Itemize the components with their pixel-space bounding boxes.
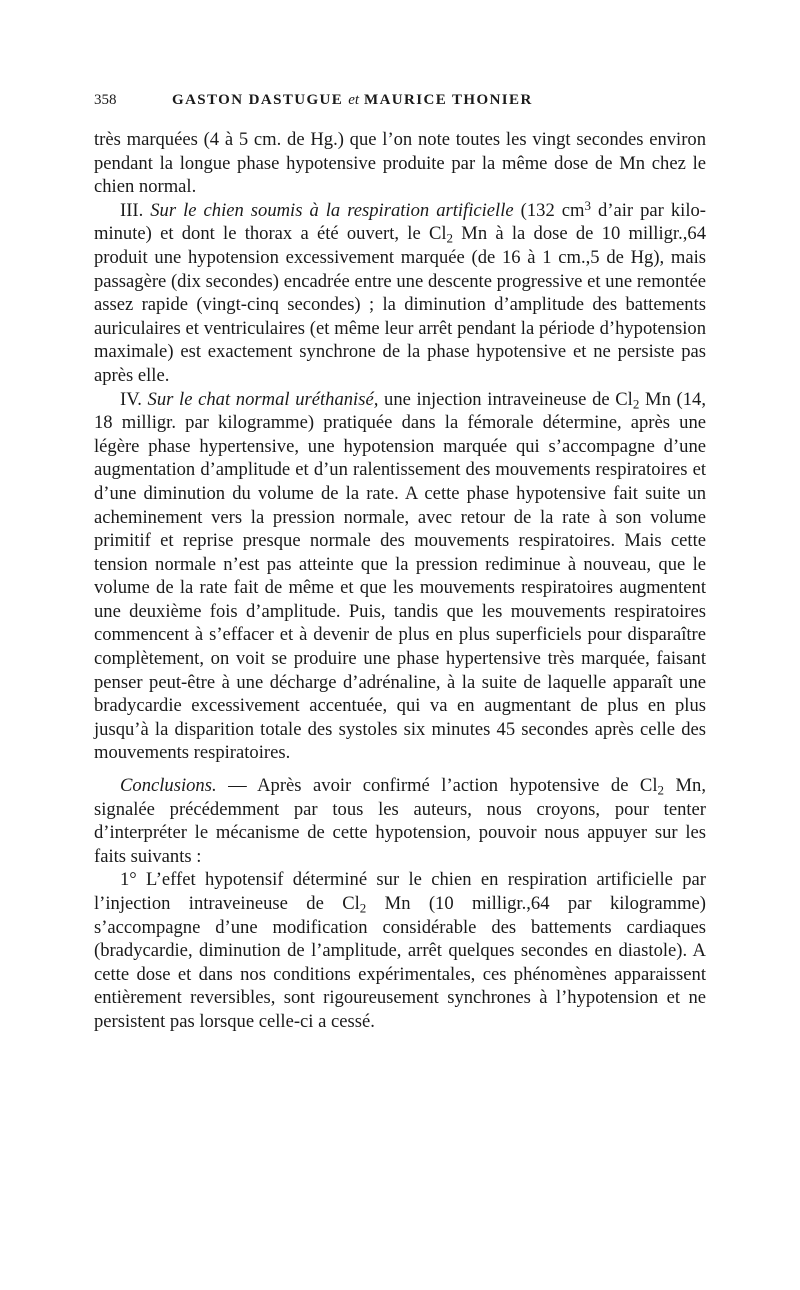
text-run: (132 cm	[520, 199, 585, 221]
header-conjunction: et	[348, 92, 360, 108]
subscript: 2	[657, 782, 665, 798]
text-run: Mn, signalée précédemment par tous les auteurs, nous croyons, pour tenter d’interpréter le mécanisme de cette hypotension, pouvoir nous appuyer sur les faits suivants :	[94, 775, 706, 867]
section-label: IV.	[120, 388, 142, 410]
text-run: Mn (14, 18 milligr. par kilogramme) pratiquée dans la fémorale détermine, après une légère phase hypertensive, une hypotension marquée qui s’accompagne d’une augmentation d’amplitude et d’un ralentissement des mouvements respiratoires et d’une diminution du volume de la rate. A cette phase hypotensive fait suite un acheminement vers la pression normale, avec retour de la rate à son volume primitif et reprise presque normale des mouvements respiratoires. Mais cette tension normale n’est pas atteinte que la pression rediminue à nouveau, que le volume de la rate fait de même et que les mouvements respiratoires augmentent une deuxième fois d’amplitude. Puis, tandis que les mouvements respiratoires commencent à s’effacer et à devenir de plus en plus superficiels pour disparaître complètement, on voit se produire une phase hypertensive très marquée, faisant penser peut-être à une décharge d’adrénaline, à la suite de laquelle apparaît une bradycardie excessivement accentuée, qui va en augmentant de plus en plus jusqu’à la disparition totale des systoles six minutes 45 secondes après celle des mouvements respiratoires.	[94, 388, 706, 764]
section-label: III.	[120, 199, 144, 221]
running-head	[94, 92, 706, 122]
conclusions-heading: Conclusions.	[120, 775, 217, 797]
paragraph-conclusions	[94, 774, 706, 868]
text-run: — Après avoir confirmé l’action hypotensive de Cl	[228, 775, 658, 797]
paragraph-section-iii	[94, 199, 706, 388]
paragraph-section-iv	[94, 388, 706, 766]
body-text	[94, 128, 706, 1034]
text-run: Mn à la dose de 10 milligr.,64 produit une hypotension excessivement marquée (de 16 à 1 cm.,5 de Hg), mais passagère (dix secondes) encadrée entre une descente progressive et une remontée assez rapide (vingt-cinq secondes) ; la diminution d’amplitude des battements auriculaires et ventriculaires (et même leur arrêt pendant la période d’hypotension maximale) est exactement synchrone de la phase hypotensive et ne persiste pas après elle.	[94, 223, 706, 386]
author-2: MAURICE THONIER	[364, 92, 533, 108]
text-run: d’air par kilo-minute) et dont le thorax a été ouvert, le Cl	[94, 199, 706, 245]
paragraph-point-1	[94, 868, 706, 1033]
text-run: 1° L’effet hypotensif déterminé sur le chien en respiration artificielle par l’injection intraveineuse de Cl	[94, 869, 706, 914]
section-heading: Sur le chat normal uréthanisé,	[147, 388, 379, 410]
header-title	[172, 92, 533, 109]
page	[94, 92, 706, 1034]
subscript: 2	[446, 230, 454, 246]
author-1: GASTON DASTUGUE	[172, 92, 344, 108]
superscript: 3	[584, 197, 591, 213]
paragraph-continued	[94, 128, 706, 199]
subscript: 2	[632, 395, 640, 411]
text-run: Mn (10 milligr.,64 par kilogramme) s’accompagne d’une modification considérable des battements cardiaques (bradycardie, diminution de l’amplitude, arrêt quelques secondes en diastole). A cette dose et dans nos conditions expérimentales, ces phénomènes apparaissent entièrement reversibles, sont rigoureusement synchrones à l’hypotension et ne persistent pas lorsque celle-ci a cessé.	[94, 893, 706, 1032]
subscript: 2	[359, 900, 367, 916]
section-heading: Sur le chien soumis à la respiration artificielle	[150, 199, 514, 221]
page-number: 358	[94, 92, 117, 108]
paragraph-text: très marquées (4 à 5 cm. de Hg.) que l’on note toutes les vingt secondes environ pendant la longue phase hypotensive produite par la même dose de Mn chez le chien normal.	[94, 129, 706, 198]
text-run: une injection intraveineuse de Cl	[384, 388, 633, 410]
